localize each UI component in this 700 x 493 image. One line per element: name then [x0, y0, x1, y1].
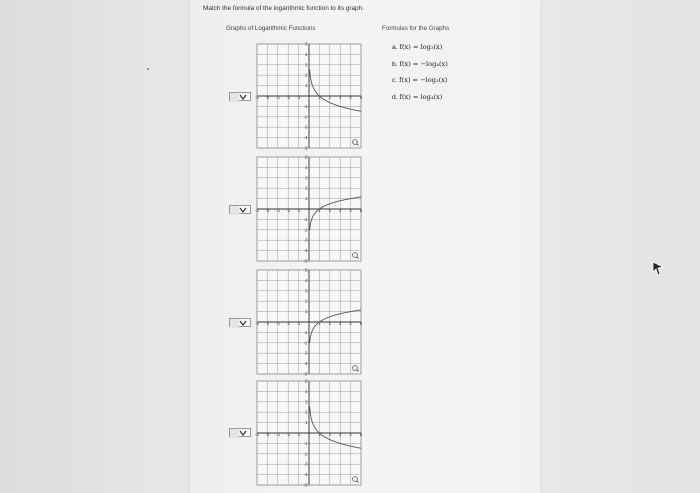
y-tick-label: 1	[305, 196, 308, 202]
graphs-heading: Graphs of Logarithmic Functions	[226, 25, 316, 32]
formula-letter: a.	[392, 44, 398, 51]
x-tick-label: -3	[275, 208, 280, 213]
formula-expression: f(x) = −log₄(x)	[399, 59, 448, 68]
x-tick-label: 1	[318, 321, 321, 326]
formula-letter: d.	[392, 93, 398, 101]
x-tick-label: 1	[318, 95, 321, 100]
graph-3	[253, 266, 365, 378]
chevron-down-icon	[230, 429, 252, 438]
x-tick-label: 5	[359, 208, 363, 213]
x-tick-label: -5	[255, 95, 259, 100]
y-tick-label: 2	[305, 409, 308, 415]
y-tick-label: 2	[305, 185, 308, 191]
x-tick-label: -2	[286, 95, 291, 100]
worksheet	[190, 0, 540, 493]
formula-c	[392, 76, 448, 93]
x-tick-label: -2	[286, 321, 291, 326]
x-tick-label: -5	[255, 208, 259, 213]
y-tick-label: 2	[305, 298, 308, 304]
formula-expression: f(x) = log₃(x)	[399, 43, 443, 51]
x-tick-label: 4	[349, 95, 352, 100]
formula-letter: c.	[392, 77, 398, 84]
x-tick-label: -2	[286, 432, 291, 437]
x-tick-label: 2	[328, 432, 331, 437]
speck	[147, 68, 149, 70]
match-dropdown-1[interactable]	[229, 92, 251, 101]
y-tick-label: -2	[303, 114, 308, 120]
y-tick-label: 5	[305, 267, 308, 273]
formulas-heading: Formulas for the Graphs	[382, 25, 450, 32]
y-tick-label: 4	[305, 51, 308, 57]
x-tick-label: 5	[359, 432, 363, 437]
x-tick-label: -1	[296, 321, 301, 326]
y-tick-label: 3	[305, 399, 308, 405]
y-tick-label: -4	[303, 361, 308, 367]
graph-1	[253, 40, 365, 152]
y-tick-label: 4	[305, 164, 308, 170]
graph-4	[253, 377, 365, 489]
chevron-down-icon	[230, 319, 252, 328]
x-tick-label: -4	[265, 208, 270, 213]
formula-b	[392, 60, 448, 77]
y-tick-label: 3	[305, 288, 308, 294]
y-tick-label: -1	[303, 440, 308, 446]
x-tick-label: 5	[359, 95, 363, 100]
x-tick-label: 2	[328, 321, 331, 326]
graph-2	[253, 153, 365, 265]
formula-a	[392, 43, 448, 60]
y-tick-label: -3	[303, 237, 308, 243]
y-tick-label: -4	[303, 248, 308, 254]
y-tick-label: -5	[303, 482, 308, 488]
y-tick-label: 5	[305, 378, 308, 384]
y-tick-label: 5	[305, 41, 308, 47]
x-tick-label: -1	[296, 432, 301, 437]
match-dropdown-2[interactable]	[229, 205, 251, 214]
x-tick-label: -1	[296, 95, 301, 100]
x-tick-label: -5	[255, 321, 259, 326]
x-tick-label: 4	[349, 208, 352, 213]
question-title: Match the formula of the logarithmic function to its graph.	[203, 5, 364, 12]
x-tick-label: 4	[349, 321, 352, 326]
x-tick-label: -5	[255, 432, 259, 437]
x-tick-label: -3	[275, 321, 280, 326]
y-tick-label: -1	[303, 216, 308, 222]
x-tick-label: 4	[349, 432, 352, 437]
x-tick-label: -1	[296, 208, 301, 213]
x-tick-label: -4	[265, 321, 270, 326]
x-tick-label: -3	[275, 432, 280, 437]
x-tick-label: -4	[265, 432, 270, 437]
y-tick-label: -1	[303, 329, 308, 335]
x-tick-label: 3	[339, 208, 342, 213]
formula-letter: b.	[392, 60, 398, 68]
y-tick-label: 5	[305, 154, 308, 160]
y-tick-label: 1	[305, 83, 308, 89]
formula-d	[392, 93, 448, 110]
y-tick-label: 4	[305, 277, 308, 283]
x-tick-label: 1	[318, 432, 321, 437]
y-tick-label: -4	[303, 135, 308, 141]
y-tick-label: -2	[303, 340, 308, 346]
formula-list	[392, 43, 448, 109]
x-tick-label: 5	[359, 321, 363, 326]
x-tick-label: 2	[328, 95, 331, 100]
x-tick-label: 2	[328, 208, 331, 213]
y-tick-label: -4	[303, 472, 308, 478]
formula-expression: f(x) = log₄(x)	[399, 92, 443, 101]
x-tick-label: 3	[339, 321, 342, 326]
y-tick-label: -1	[303, 103, 308, 109]
y-tick-label: -2	[303, 227, 308, 233]
y-tick-label: -5	[303, 371, 308, 377]
y-tick-label: -5	[303, 258, 308, 264]
y-tick-label: -3	[303, 124, 308, 130]
y-tick-label: 3	[305, 175, 308, 181]
x-tick-label: -3	[275, 95, 280, 100]
x-tick-label: -4	[265, 95, 270, 100]
x-tick-label: -2	[286, 208, 291, 213]
match-dropdown-3[interactable]	[229, 318, 251, 327]
match-dropdown-4[interactable]	[229, 428, 251, 437]
y-tick-label: 2	[305, 72, 308, 78]
y-tick-label: 1	[305, 420, 308, 426]
x-tick-label: 3	[339, 432, 342, 437]
mouse-cursor-icon	[651, 260, 665, 276]
y-tick-label: -2	[303, 451, 308, 457]
formula-expression: f(x) = −log₃(x)	[399, 76, 448, 84]
y-tick-label: -5	[303, 145, 308, 151]
y-tick-label: 3	[305, 62, 308, 68]
x-tick-label: 3	[339, 95, 342, 100]
chevron-down-icon	[230, 206, 252, 215]
y-tick-label: 4	[305, 388, 308, 394]
y-tick-label: -3	[303, 461, 308, 467]
y-tick-label: -3	[303, 350, 308, 356]
y-tick-label: 1	[305, 309, 308, 315]
x-tick-label: 1	[318, 208, 321, 213]
chevron-down-icon	[230, 93, 252, 102]
